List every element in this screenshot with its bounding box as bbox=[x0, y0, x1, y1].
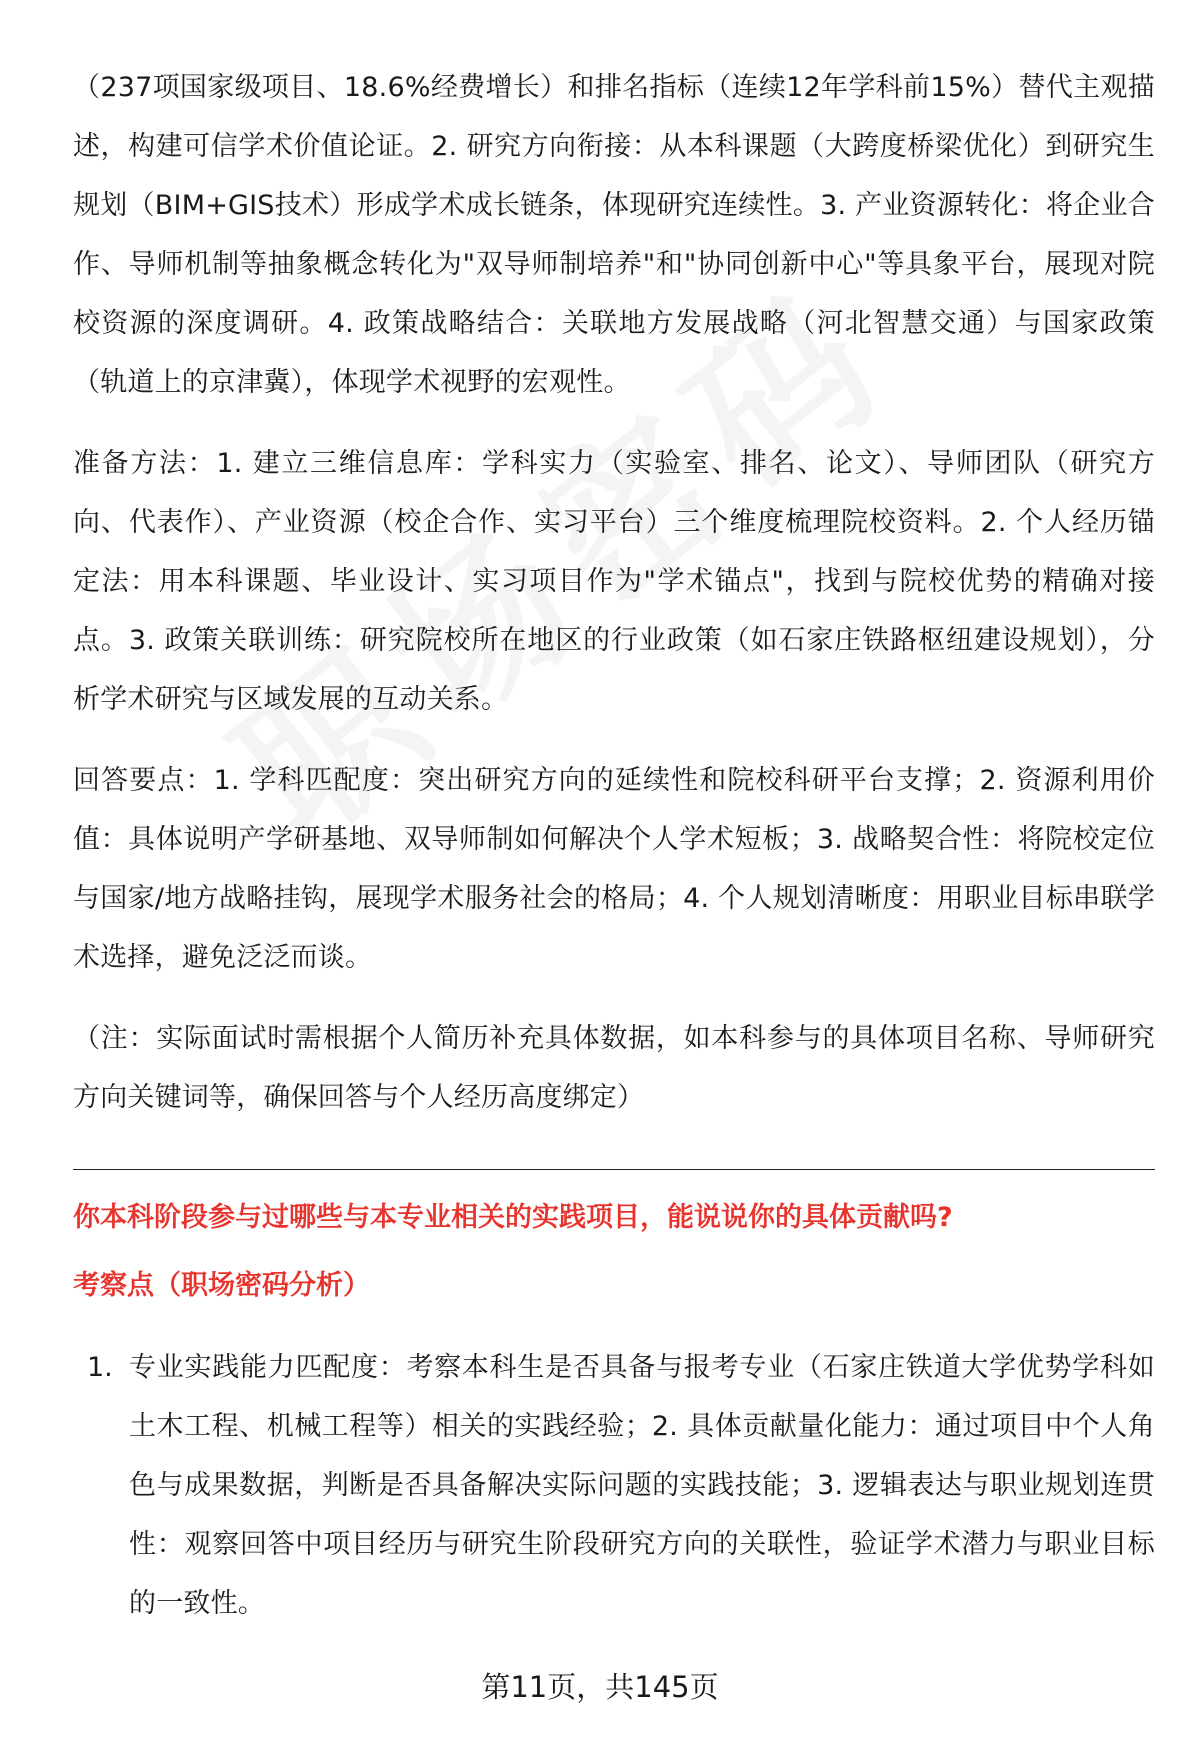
paragraph-answer-points: 回答要点：1. 学科匹配度：突出研究方向的延续性和院校科研平台支撑；2. 资源利用价值：具体说明产学研基地、双导师制如何解决个人学术短板；3. 战略契合性：将院校定位与国家/地方战略挂钩，展现学术服务社会的格局；4. 个人规划清晰度：用职业目标串联学术选择，避免泛泛而谈。 bbox=[73, 765, 1155, 973]
question-title: 你本科阶段参与过哪些与本专业相关的实践项目，能说说你的具体贡献吗? bbox=[73, 1202, 953, 1233]
section-title: 考察点（职场密码分析） bbox=[73, 1270, 370, 1301]
list-item: 专业实践能力匹配度：考察本科生是否具备与报考专业（石家庄铁道大学优势学科如土木工程、机械工程等）相关的实践经验；2. 具体贡献量化能力：通过项目中个人角色与成果数据，判断是否具备解决实际问题的实践技能；3. 逻辑表达与职业规划连贯性：观察回答中项目经历与研究生阶段研究方向的关联性，验证学术潜力与职业目标的一致性。 bbox=[129, 1352, 1155, 1619]
section-divider bbox=[73, 1169, 1155, 1170]
document-body bbox=[73, 58, 1155, 1633]
list-number: 1. bbox=[87, 1352, 113, 1383]
page-footer: 第11页，共145页 bbox=[481, 1670, 719, 1704]
paragraph-evidence: （237项国家级项目、18.6%经费增长）和排名指标（连续12年学科前15%）替代主观描述，构建可信学术价值论证。2. 研究方向衔接：从本科课题（大跨度桥梁优化）到研究生规划（BIM+GIS技术）形成学术成长链条，体现研究连续性。3. 产业资源转化：将企业合作、导师机制等抽象概念转化为"双导师制培养"和"协同创新中心"等具象平台，展现对院校资源的深度调研。4. 政策战略结合：关联地方发展战略（河北智慧交通）与国家政策（轨道上的京津冀），体现学术视野的宏观性。 bbox=[73, 72, 1155, 398]
ordered-list bbox=[73, 1338, 1155, 1633]
paragraph-note: （注：实际面试时需根据个人简历补充具体数据，如本科参与的具体项目名称、导师研究方向关键词等，确保回答与个人经历高度绑定） bbox=[73, 1023, 1155, 1113]
paragraph-preparation: 准备方法：1. 建立三维信息库：学科实力（实验室、排名、论文）、导师团队（研究方向、代表作）、产业资源（校企合作、实习平台）三个维度梳理院校资料。2. 个人经历锚定法：用本科课题、毕业设计、实习项目作为"学术锚点"，找到与院校优势的精确对接点。3. 政策关联训练：研究院校所在地区的行业政策（如石家庄铁路枢纽建设规划），分析学术研究与区域发展的互动关系。 bbox=[73, 448, 1155, 715]
